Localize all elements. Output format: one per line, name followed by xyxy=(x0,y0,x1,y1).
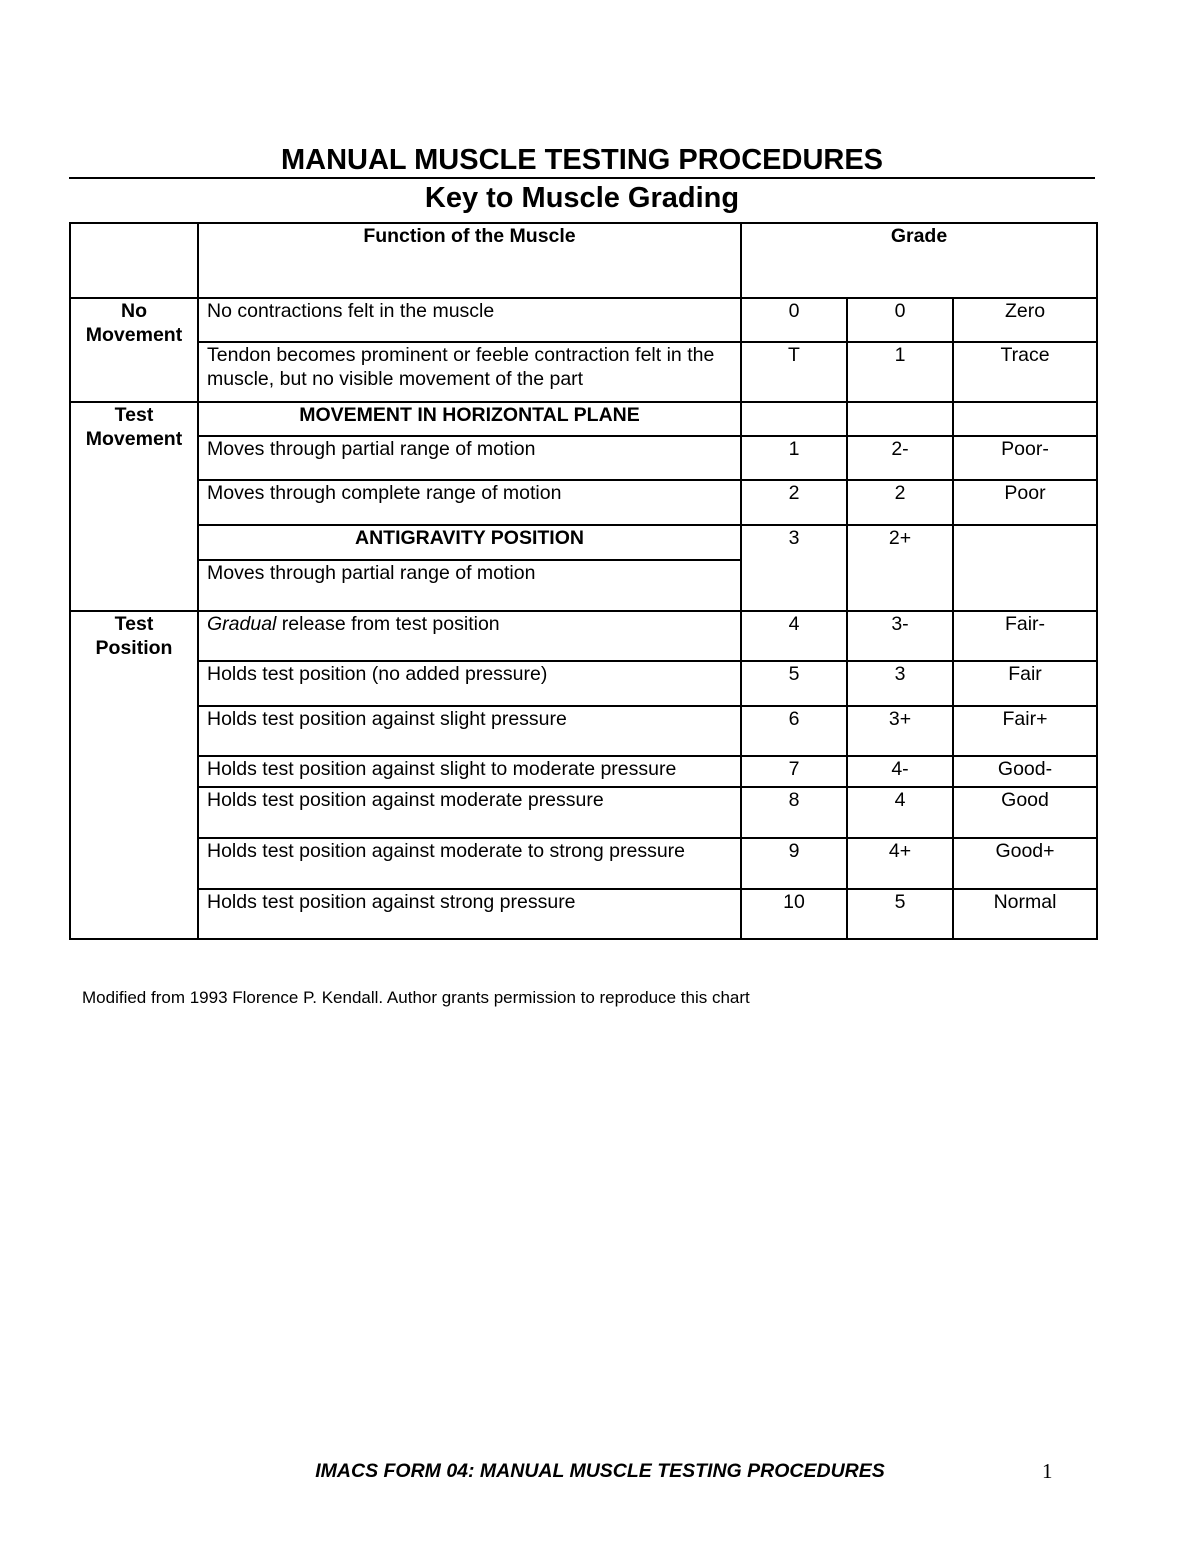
function-cell: Moves through partial range of motion xyxy=(198,560,741,611)
grade-cell: 4 xyxy=(847,787,953,838)
function-cell xyxy=(198,611,741,661)
table-row xyxy=(70,706,1097,756)
table-row xyxy=(70,298,1097,342)
function-cell: Holds test position against slight pressure xyxy=(198,706,741,756)
table-row xyxy=(70,402,1097,436)
grade-cell: 6 xyxy=(741,706,847,756)
grade-cell: 4 xyxy=(741,611,847,661)
group-test-movement: Test Movement xyxy=(70,402,198,611)
grade-cell: 0 xyxy=(847,298,953,342)
grade-cell: Good+ xyxy=(953,838,1097,889)
table-row xyxy=(70,342,1097,402)
grade-cell: Poor- xyxy=(953,436,1097,480)
function-cell: Holds test position against moderate to strong pressure xyxy=(198,838,741,889)
grade-cell: 2 xyxy=(847,480,953,525)
function-emphasis: Gradual xyxy=(207,613,277,635)
table-row xyxy=(70,838,1097,889)
group-no-movement: No Movement xyxy=(70,298,198,402)
table-row xyxy=(70,661,1097,706)
table-row xyxy=(70,889,1097,939)
grade-cell: Normal xyxy=(953,889,1097,939)
function-cell: Holds test position against moderate pressure xyxy=(198,787,741,838)
grade-cell: 3+ xyxy=(847,706,953,756)
table-row xyxy=(70,756,1097,787)
function-cell: Moves through complete range of motion xyxy=(198,480,741,525)
header-empty-cell xyxy=(70,223,198,298)
grade-cell: 5 xyxy=(741,661,847,706)
grade-cell: 3 xyxy=(741,525,847,611)
page-number: 1 xyxy=(1042,1459,1053,1483)
grade-cell: 3- xyxy=(847,611,953,661)
grade-cell: 10 xyxy=(741,889,847,939)
grade-cell xyxy=(953,525,1097,611)
function-cell: Moves through partial range of motion xyxy=(198,436,741,480)
table-row xyxy=(70,787,1097,838)
table-row xyxy=(70,480,1097,525)
section-antigravity: ANTIGRAVITY POSITION xyxy=(198,525,741,560)
grade-cell: 4- xyxy=(847,756,953,787)
group-test-position: Test Position xyxy=(70,611,198,939)
grade-cell: 3 xyxy=(847,661,953,706)
grade-cell: Trace xyxy=(953,342,1097,402)
page-footer: IMACS FORM 04: MANUAL MUSCLE TESTING PROCEDURES xyxy=(315,1460,885,1482)
grade-cell: 7 xyxy=(741,756,847,787)
function-cell: Holds test position against strong pressure xyxy=(198,889,741,939)
table-header-row xyxy=(70,223,1097,298)
empty-cell xyxy=(847,402,953,436)
title-rule xyxy=(69,177,1095,179)
function-text: release from test position xyxy=(276,613,500,635)
grade-cell: 9 xyxy=(741,838,847,889)
function-cell: Holds test position (no added pressure) xyxy=(198,661,741,706)
function-cell: Holds test position against slight to moderate pressure xyxy=(198,756,741,787)
grade-cell: T xyxy=(741,342,847,402)
function-cell: No contractions felt in the muscle xyxy=(198,298,741,342)
grade-cell: Fair+ xyxy=(953,706,1097,756)
grade-cell: 1 xyxy=(741,436,847,480)
grade-cell: 2+ xyxy=(847,525,953,611)
header-function: Function of the Muscle xyxy=(198,223,741,298)
grade-cell: Zero xyxy=(953,298,1097,342)
grade-cell: 4+ xyxy=(847,838,953,889)
grade-cell: 1 xyxy=(847,342,953,402)
muscle-grading-table xyxy=(69,222,1098,940)
grade-cell: 8 xyxy=(741,787,847,838)
grade-cell: Good- xyxy=(953,756,1097,787)
page-title: MANUAL MUSCLE TESTING PROCEDURES xyxy=(280,144,884,176)
grade-cell: Poor xyxy=(953,480,1097,525)
grade-cell: 2 xyxy=(741,480,847,525)
section-horizontal-plane: MOVEMENT IN HORIZONTAL PLANE xyxy=(198,402,741,436)
footnote: Modified from 1993 Florence P. Kendall. Author grants permission to reproduce this chart xyxy=(82,988,750,1007)
page-subtitle: Key to Muscle Grading xyxy=(424,182,740,214)
grade-cell: 0 xyxy=(741,298,847,342)
grade-cell: Fair xyxy=(953,661,1097,706)
empty-cell xyxy=(953,402,1097,436)
empty-cell xyxy=(741,402,847,436)
grade-cell: Good xyxy=(953,787,1097,838)
table-row xyxy=(70,436,1097,480)
grade-cell: 2- xyxy=(847,436,953,480)
table-row xyxy=(70,611,1097,661)
header-grade: Grade xyxy=(741,223,1097,298)
grade-cell: Fair- xyxy=(953,611,1097,661)
grade-cell: 5 xyxy=(847,889,953,939)
table-row xyxy=(70,525,1097,560)
function-cell: Tendon becomes prominent or feeble contraction felt in the muscle, but no visible movement of the part xyxy=(198,342,741,402)
